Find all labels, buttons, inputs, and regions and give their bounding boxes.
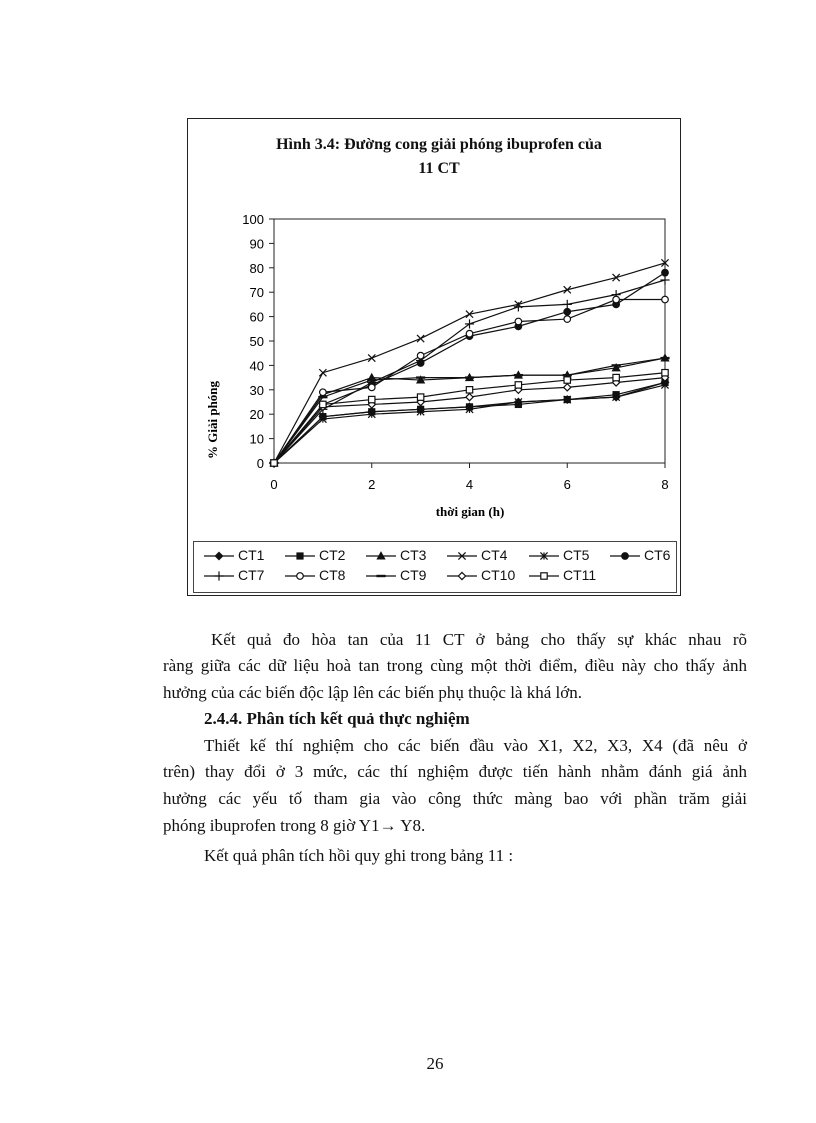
y-tick-label: 50	[249, 334, 264, 349]
data-point-ct4	[368, 354, 375, 361]
legend-label: CT5	[563, 547, 590, 563]
data-point-ct11	[369, 396, 375, 402]
data-point-ct7	[563, 300, 572, 309]
data-point-ct11	[662, 370, 668, 376]
data-point-ct8	[564, 316, 571, 323]
legend-label: CT10	[481, 567, 516, 583]
x-axis-label: thời gian (h)	[435, 504, 505, 519]
data-point-ct11	[515, 382, 521, 388]
data-point-ct8	[368, 384, 375, 391]
y-tick-label: 0	[256, 456, 264, 471]
legend-swatch	[283, 569, 317, 583]
legend-label: CT3	[400, 547, 427, 563]
legend-label: CT9	[400, 567, 427, 583]
series-ct6	[271, 269, 669, 466]
data-point-ct7	[465, 319, 474, 328]
data-point-ct8	[466, 330, 473, 337]
legend-swatch	[527, 549, 561, 563]
legend-label: CT11	[563, 567, 597, 583]
paragraph-2-line-1: Thiết kế thí nghiệm cho các biến đầu vào X1, X2, X3, X4 (đã nêu ở	[204, 736, 747, 755]
legend-marker	[541, 573, 547, 579]
legend-swatch	[364, 569, 398, 583]
legend-swatch	[608, 549, 642, 563]
y-tick-label: 40	[249, 358, 264, 374]
chart-series	[269, 259, 669, 467]
y-tick-label: 70	[249, 285, 264, 301]
data-point-ct10	[466, 394, 473, 401]
y-tick-label: 10	[249, 431, 264, 447]
x-tick-label: 8	[661, 477, 669, 492]
page-number: 26	[426, 1054, 444, 1073]
figure-3-4	[187, 118, 681, 596]
legend-marker	[458, 572, 465, 579]
y-tick-label: 80	[249, 260, 264, 276]
data-point-ct8	[417, 352, 424, 359]
x-tick-label: 2	[368, 477, 376, 492]
legend-label: CT2	[319, 547, 346, 563]
data-point-ct8	[320, 389, 327, 396]
y-tick-label: 90	[249, 236, 264, 252]
legend-swatch	[445, 569, 479, 583]
line-chart	[188, 119, 682, 539]
legend-marker	[297, 573, 304, 580]
data-point-ct8	[662, 296, 669, 303]
data-point-ct11	[613, 374, 619, 380]
data-point-ct7	[660, 275, 669, 284]
data-point-ct4	[319, 369, 326, 376]
data-point-ct11	[417, 394, 423, 400]
paragraph-2-line-4: phóng ibuprofen trong 8 giờ Y1→ Y8.	[163, 816, 426, 835]
data-point-ct8	[613, 296, 620, 303]
chart-title-line1: Hình 3.4: Đường cong giải phóng ibuprofen của	[276, 136, 602, 153]
section-heading: 2.4.4. Phân tích kết quả thực nghiệm	[204, 709, 470, 728]
legend-label: CT6	[644, 547, 671, 563]
data-point-ct10	[564, 384, 571, 391]
data-point-ct8	[515, 318, 522, 325]
data-point-ct6	[662, 269, 669, 276]
x-tick-label: 6	[563, 477, 571, 492]
data-point-ct11	[271, 460, 277, 466]
series-ct7	[269, 275, 669, 467]
data-point-ct4	[613, 274, 620, 281]
paragraph-3: Kết quả phân tích hồi quy ghi trong bảng 11 :	[204, 846, 514, 865]
legend-label: CT4	[481, 547, 508, 563]
legend-swatch	[364, 549, 398, 563]
chart-title-line2: 11 CT	[418, 160, 460, 177]
legend-marker	[622, 553, 629, 560]
legend-swatch	[527, 569, 561, 583]
chart-axes	[242, 212, 668, 492]
x-tick-label: 4	[465, 477, 474, 492]
data-point-ct11	[320, 401, 326, 407]
paragraph-1-line-1: Kết quả đo hòa tan của 11 CT ở bảng cho thấy sự khác nhau rõ	[211, 630, 747, 649]
data-point-ct4	[564, 286, 571, 293]
data-point-ct6	[564, 308, 571, 315]
legend-marker	[215, 552, 222, 559]
series-ct4	[270, 259, 668, 466]
paragraph-1-line-3: hưởng của các biến độc lập lên các biến phụ thuộc là khá lớn.	[163, 683, 582, 702]
legend-swatch	[202, 569, 236, 583]
y-tick-label: 60	[249, 309, 264, 325]
y-tick-label: 30	[249, 382, 264, 398]
legend-label: CT7	[238, 567, 265, 583]
data-point-ct11	[466, 387, 472, 393]
legend-swatch	[283, 549, 317, 563]
legend-marker	[214, 571, 223, 580]
series-line-ct7	[274, 280, 665, 463]
series-line-ct4	[274, 263, 665, 463]
data-point-ct4	[417, 335, 424, 342]
legend-swatch	[445, 549, 479, 563]
legend-label: CT8	[319, 567, 346, 583]
y-axis-label: % Giải phóng	[205, 380, 220, 459]
x-tick-label: 0	[270, 477, 278, 492]
y-tick-label: 20	[249, 407, 264, 423]
legend-marker	[297, 553, 303, 559]
chart-legend	[193, 541, 677, 593]
y-tick-label: 100	[242, 212, 264, 227]
paragraph-2-line-3: hưởng các yếu tố tham gia vào công thức màng bao với phần trăm giải	[163, 789, 747, 808]
paragraph-1-line-2: ràng giữa các dữ liệu hoà tan trong cùng một thời điểm, điều này cho thấy ảnh	[163, 656, 747, 675]
data-point-ct11	[564, 377, 570, 383]
legend-label: CT1	[238, 547, 265, 563]
paragraph-2-line-2: trên) thay đổi ở 3 mức, các thí nghiệm được tiến hành nhằm đánh giá ảnh	[163, 762, 747, 781]
plot-area-frame	[274, 219, 665, 463]
legend-swatch	[202, 549, 236, 563]
